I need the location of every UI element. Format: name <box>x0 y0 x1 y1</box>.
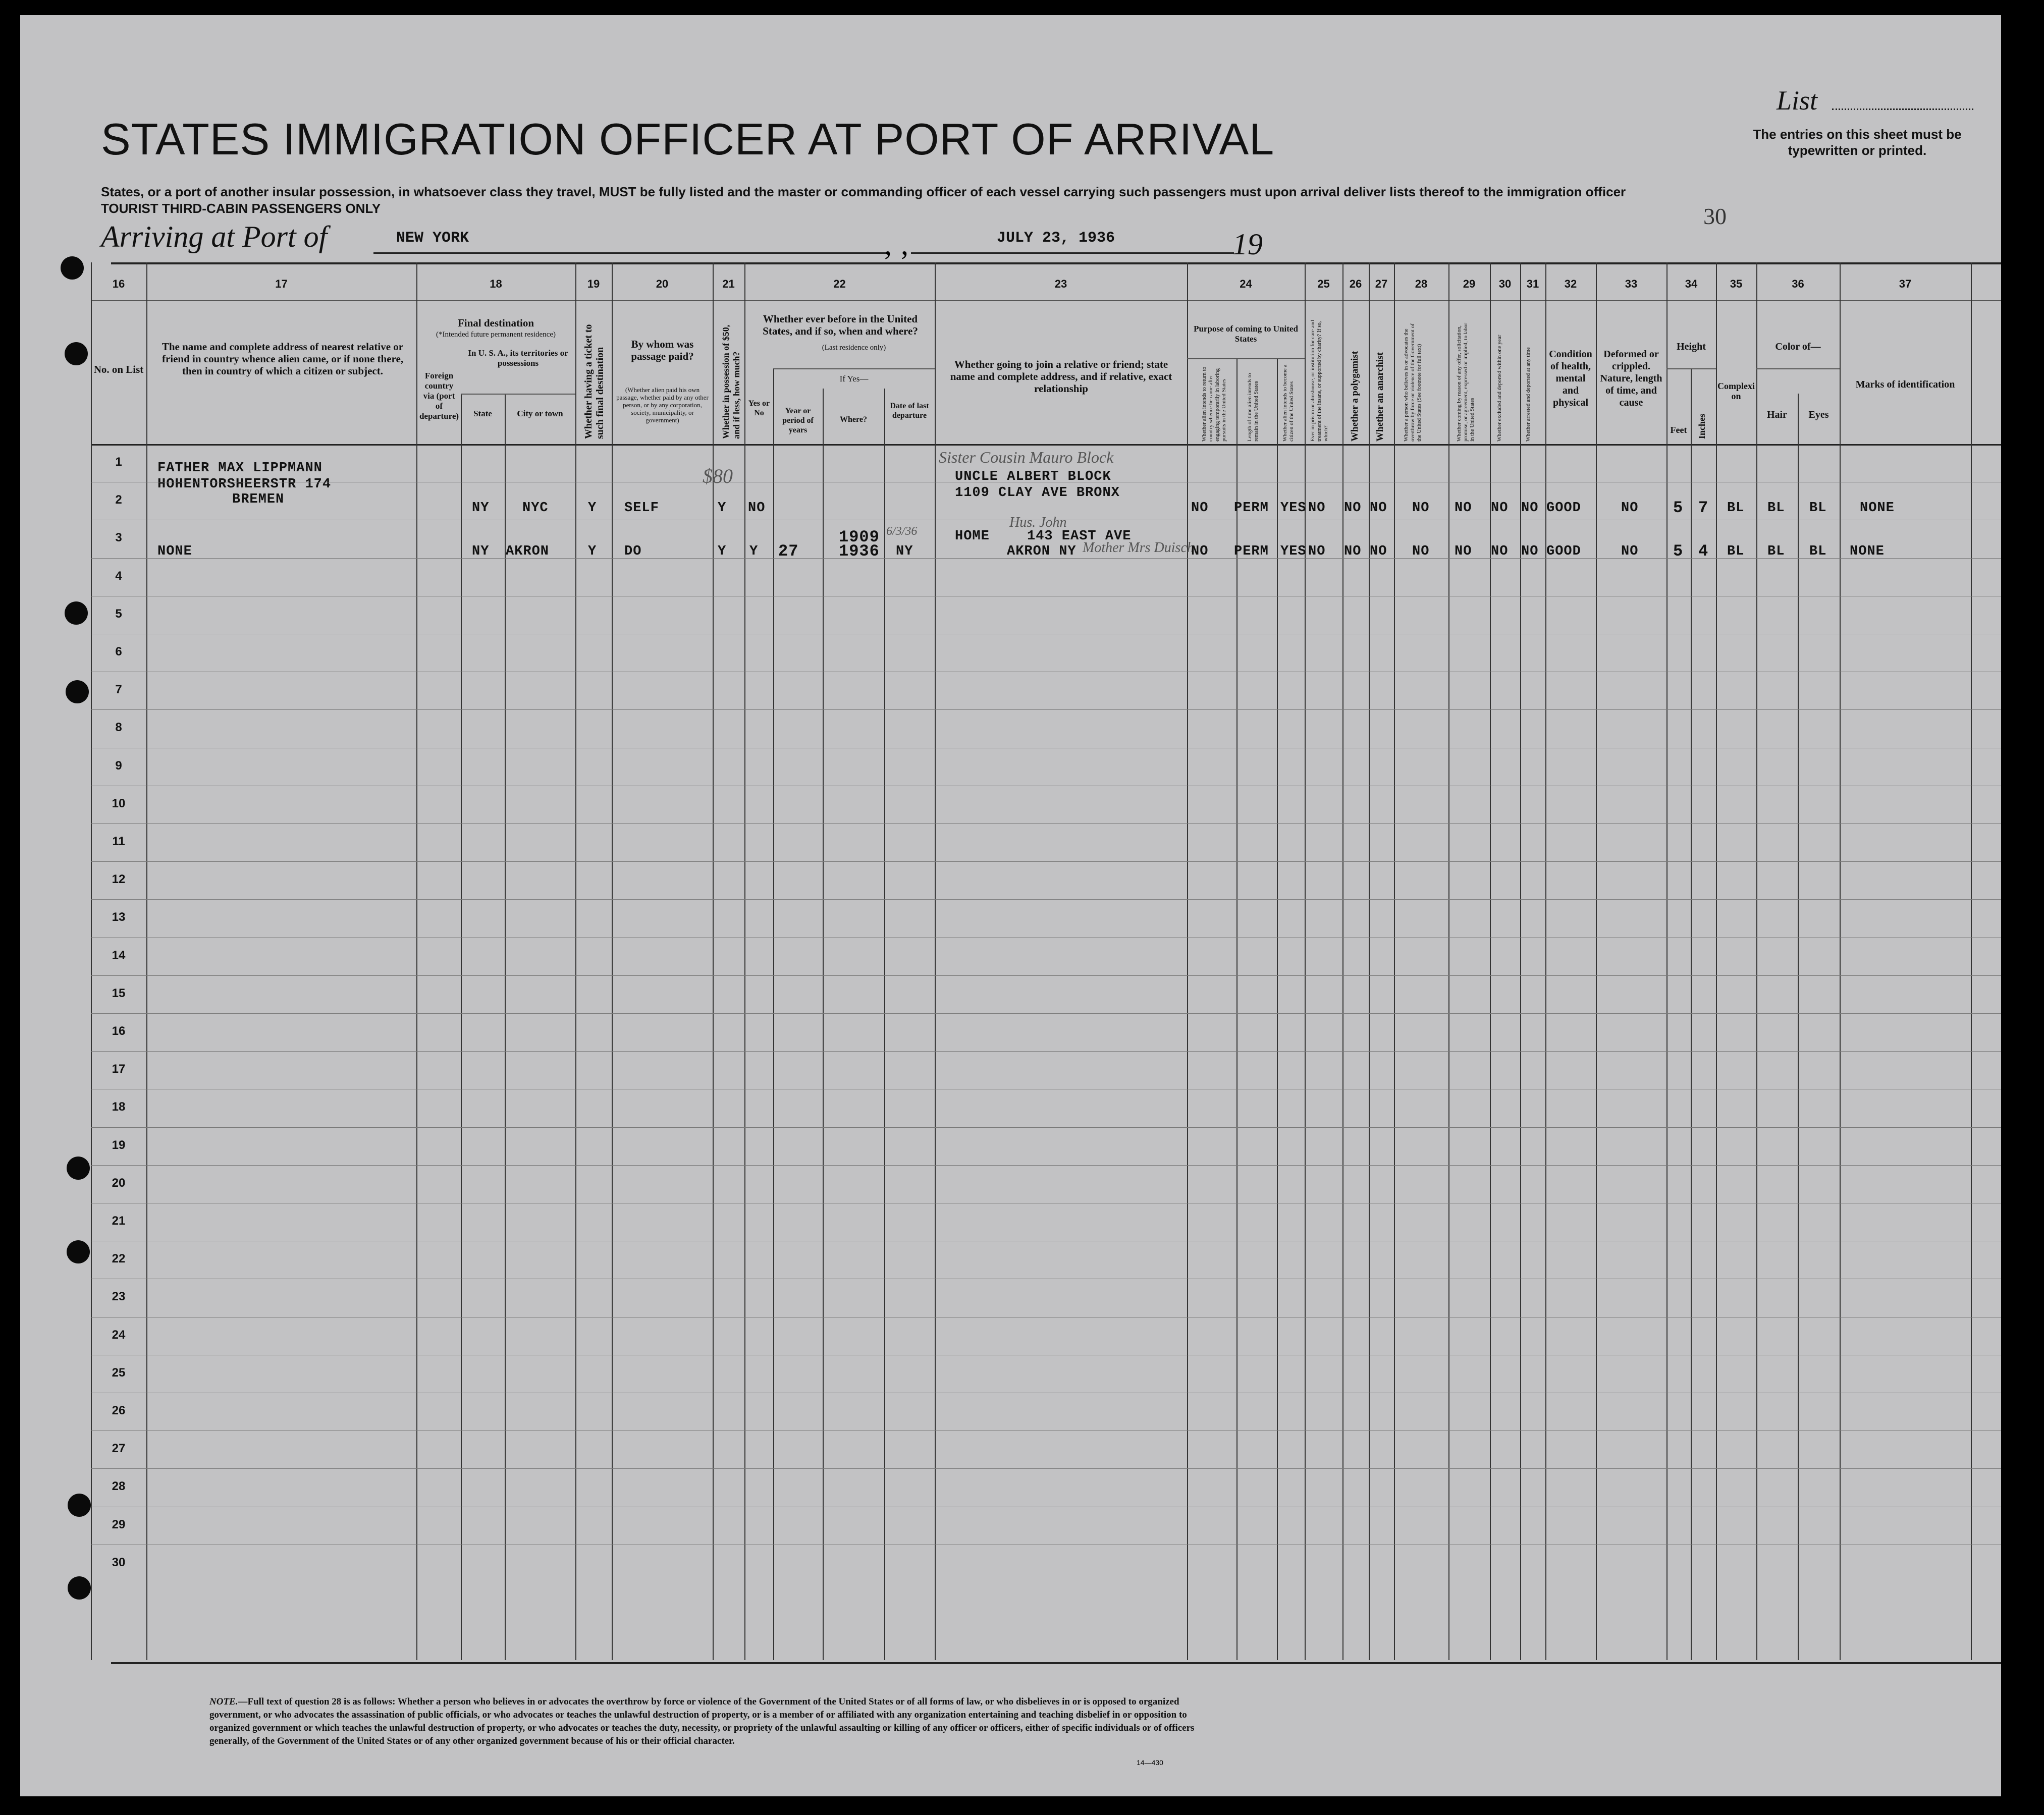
binder-hole <box>67 1240 90 1263</box>
row1-eyes: BL <box>1809 501 1827 516</box>
row-number: 1 <box>115 455 122 469</box>
column-number: 26 <box>1349 278 1362 290</box>
row-number: 2 <box>115 493 122 507</box>
binder-hole <box>61 256 84 280</box>
row1-purpose-citizen: YES <box>1280 501 1307 516</box>
row2-hair: BL <box>1767 544 1785 559</box>
row1-relative-line2: HOHENTORSHEERSTR 174 <box>157 477 332 492</box>
row2-q25: NO <box>1308 544 1326 559</box>
header-purpose-return: Whether alien intends to return to country whence he came after engaging temporarily in laboring pursuits in the United States <box>1201 366 1227 442</box>
handwritten-number: 30 <box>1703 203 1727 229</box>
header-bottom-divider <box>91 444 2001 446</box>
column-divider <box>1520 262 1521 1660</box>
subheader-rule <box>773 368 935 369</box>
header-date-departure: Date of last departure <box>890 402 929 420</box>
row2-relative-line1: NONE <box>157 544 192 559</box>
row2-join-line1: HOME <box>955 529 990 544</box>
row1-join-handwritten: Sister Cousin Mauro Block <box>939 448 1114 466</box>
header-foreign-country: Foreign country via (port of departure) <box>419 371 459 421</box>
column-number: 33 <box>1625 278 1638 290</box>
binder-hole <box>68 1494 91 1517</box>
row-divider <box>91 975 2001 976</box>
column-number: 27 <box>1375 278 1388 290</box>
header-by-whom-note: (Whether alien paid his own passage, whether paid by any other person, or by any corporation, society, municipality, or government) <box>616 386 709 424</box>
header-hair: Hair <box>1767 409 1787 420</box>
row-number: 14 <box>112 948 126 962</box>
header-year-period: Year or period of years <box>782 407 814 434</box>
column-number: 30 <box>1498 278 1512 290</box>
row-divider <box>91 1468 2001 1469</box>
column-number: 34 <box>1685 278 1698 290</box>
column-number: 37 <box>1899 278 1912 290</box>
row2-q26: NO <box>1344 544 1362 559</box>
binder-hole <box>68 1576 91 1600</box>
column-divider <box>1448 262 1449 1660</box>
row2-where-line2: 1936 <box>839 542 880 561</box>
column-divider <box>935 262 936 1660</box>
column-divider <box>1394 262 1395 1660</box>
column-number: 35 <box>1730 278 1743 290</box>
subheader-rule <box>1666 368 1716 369</box>
column-number: 25 <box>1317 278 1330 290</box>
header-final-destination: Final destination <box>457 317 534 329</box>
port-underline <box>373 252 888 254</box>
header-prison: Ever in prison or almshouse, or institution for care and treatment of the insane, or supported by charity? If so, which? <box>1310 320 1329 442</box>
row-number: 17 <box>112 1062 126 1076</box>
row-number: 22 <box>112 1252 126 1266</box>
header-possession-50: Whether in possession of $50, and if less, how much? <box>721 324 741 439</box>
row1-marks: NONE <box>1860 501 1895 516</box>
column-divider <box>1305 262 1306 1660</box>
row-number: 20 <box>112 1176 126 1190</box>
arrival-date: JULY 23, 1936 <box>997 230 1115 247</box>
column-divider <box>1277 358 1278 1660</box>
row2-paid-by: DO <box>624 544 642 559</box>
row1-condition: GOOD <box>1546 501 1581 516</box>
row1-join-line2: 1109 CLAY AVE BRONX <box>955 485 1120 501</box>
column-divider <box>1187 262 1188 1660</box>
row2-condition: GOOD <box>1546 544 1581 559</box>
column-divider <box>1756 262 1757 1660</box>
row1-q31: NO <box>1521 501 1539 516</box>
column-divider <box>1840 262 1841 1660</box>
row2-deformed: NO <box>1621 544 1639 559</box>
binder-hole <box>66 680 89 703</box>
row2-feet: 5 <box>1673 542 1684 561</box>
header-subtitle: States, or a port of another insular possession, in whatsoever class they travel, MUST be fully listed and the master or commanding officer of each vessel carrying such passengers must upon arrival deliver lists thereof to the immigration officer <box>101 184 1626 199</box>
column-number: 36 <box>1792 278 1804 290</box>
column-divider <box>1369 262 1370 1660</box>
header-q30: Whether excluded and deported within one year <box>1496 335 1502 442</box>
list-number-line <box>1832 108 1973 110</box>
header-final-destination-note: (*Intended future permanent residence) <box>436 331 556 339</box>
row-number: 24 <box>112 1328 126 1342</box>
row-number: 23 <box>112 1290 126 1304</box>
header-yes-or-no: Yes or No <box>748 399 770 417</box>
row2-money: Y <box>718 544 727 559</box>
row-number: 21 <box>112 1214 126 1228</box>
row1-purpose-length: PERM <box>1234 501 1269 516</box>
manifest-sheet <box>20 15 2001 1796</box>
row2-q28: NO <box>1412 544 1430 559</box>
row2-departure: NY <box>896 544 913 559</box>
header-last-residence: (Last residence only) <box>822 344 886 352</box>
row2-join-line2: AKRON NY <box>1007 544 1077 559</box>
column-divider <box>461 394 462 1660</box>
row-number: 3 <box>115 531 122 545</box>
column-number: 18 <box>490 278 502 290</box>
header-if-yes: If Yes— <box>839 374 869 383</box>
row-number: 5 <box>115 607 122 621</box>
header-in-usa: In U. S. A., its territories or possessions <box>468 348 568 368</box>
arriving-label: Arriving at Port of <box>101 220 328 253</box>
header-purpose-length: Length of time alien intends to remain in the United States <box>1247 373 1259 442</box>
row2-purpose-length: PERM <box>1234 544 1269 559</box>
column-divider <box>1545 262 1546 1660</box>
row1-q27: NO <box>1370 501 1387 516</box>
typed-note: The entries on this sheet must be typewritten or printed. <box>1753 127 1962 158</box>
row2-q27: NO <box>1370 544 1387 559</box>
row2-where-line1: 1909 <box>839 528 880 546</box>
row2-join-handwritten-2: Mother Mrs Duisch <box>1083 540 1194 556</box>
header-purpose: Purpose of coming to United States <box>1194 324 1298 344</box>
port-value: NEW YORK <box>396 230 469 247</box>
column-number: 32 <box>1564 278 1577 290</box>
column-number: 24 <box>1240 278 1252 290</box>
column-divider <box>823 389 824 1660</box>
header-no-on-list: No. on List <box>93 363 144 375</box>
header-q29: Whether coming by reason of any offer, solicitation, promise, or agreement, expressed or implied, to labor in the United States <box>1456 322 1475 442</box>
row1-purpose-return: NO <box>1191 501 1209 516</box>
row-number: 26 <box>112 1404 126 1417</box>
row1-feet: 5 <box>1673 499 1684 517</box>
row-divider <box>91 1013 2001 1014</box>
date-underline <box>911 252 1234 254</box>
column-divider <box>1691 368 1692 1660</box>
row1-city: NYC <box>522 501 549 516</box>
row2-complexion: BL <box>1727 544 1745 559</box>
header-complexion: Complexion <box>1717 381 1755 401</box>
row-divider <box>91 1165 2001 1166</box>
row2-q31: NO <box>1521 544 1539 559</box>
header-ticket: Whether having a ticket to such final destination <box>583 324 606 439</box>
row-divider <box>91 861 2001 862</box>
column-divider <box>773 368 774 1660</box>
header-height: Height <box>1677 341 1706 352</box>
row1-relative-line1: FATHER MAX LIPPMANN <box>157 461 322 476</box>
row-divider <box>91 823 2001 824</box>
column-divider <box>1342 262 1343 1660</box>
header-color-of: Color of— <box>1775 341 1821 352</box>
column-number: 20 <box>656 278 669 290</box>
column-number: 28 <box>1415 278 1428 290</box>
row2-purpose-citizen: YES <box>1280 544 1307 559</box>
row-divider <box>91 558 2001 559</box>
header-going-to-join: Whether going to join a relative or friend; state name and complete address, and if relative, exact relationship <box>950 358 1172 395</box>
row2-join-handwritten: Hus. John <box>1009 515 1067 530</box>
row1-relative-line3: BREMEN <box>232 492 285 507</box>
binder-hole <box>65 342 88 365</box>
column-number: 16 <box>112 278 125 290</box>
form-code: 14—430 <box>1137 1758 1163 1767</box>
footnote-text: Full text of question 28 is as follows: Whether a person who believes in or advocates the overthrow by force or violence of the Government of the United States or of all forms of law, or who disbelieves in or is opposed to organized government, or who advocates the assassination of public officials, or who advocates or teaches the unlawful destruction of property, or is a member of or affiliated with any organization entertaining and teaching disbelief in or opposition to organized government or which teaches the unlawful destruction of property, or who advocates or teaches the duty, necessity, or propriety of the unlawful assaulting or killing of any officer or officers, either of specific individuals or of officers generally, of the Government of the United States or of any other organized government because of his or their official character. <box>209 1696 1195 1746</box>
column-divider <box>612 262 613 1660</box>
column-number: 22 <box>833 278 846 290</box>
row1-state: NY <box>472 501 490 516</box>
row-number: 25 <box>112 1365 126 1380</box>
footnote <box>209 1695 1219 1748</box>
header-eyes: Eyes <box>1808 409 1829 420</box>
row1-paid-by: SELF <box>624 501 659 516</box>
row2-state: NY <box>472 544 490 559</box>
row2-years: 27 <box>778 542 799 561</box>
row1-q30: NO <box>1491 501 1509 516</box>
row1-money-note: $80 <box>703 465 733 487</box>
row-number: 29 <box>112 1517 126 1531</box>
colnum-divider <box>91 300 2001 301</box>
row-divider <box>91 899 2001 900</box>
class-line: TOURIST THIRD-CABIN PASSENGERS ONLY <box>101 201 381 216</box>
row2-ever-before: Y <box>749 544 759 559</box>
row2-q29: NO <box>1455 544 1472 559</box>
row2-departure-handwritten: 6/3/36 <box>886 525 918 538</box>
list-label: List <box>1777 85 1818 116</box>
row1-money: Y <box>718 501 727 516</box>
header-deformed: Deformed or crippled. Nature, length of time, and cause <box>1600 349 1662 408</box>
row1-hair: BL <box>1767 501 1785 516</box>
header-condition: Condition of health, mental and physical <box>1549 349 1592 408</box>
column-divider <box>1596 262 1597 1660</box>
header-purpose-citizen: Whether alien intends to become a citizen of the United States <box>1282 364 1295 442</box>
header-nearest-relative: The name and complete address of nearest relative or friend in country whence alien came, or if none there, then in country of which a citizen or subject. <box>162 341 404 377</box>
header-anarchist: Whether an anarchist <box>1375 352 1385 442</box>
row-number: 27 <box>112 1442 126 1456</box>
column-number: 19 <box>587 278 600 290</box>
row-number: 4 <box>115 569 122 583</box>
row1-q29: NO <box>1455 501 1472 516</box>
row-number: 7 <box>115 683 122 697</box>
row-number: 10 <box>112 796 126 810</box>
header-by-whom: By whom was passage paid? <box>631 338 694 362</box>
column-divider <box>505 394 506 1660</box>
column-divider <box>1798 394 1799 1660</box>
column-divider <box>1666 262 1668 1660</box>
row-number: 8 <box>115 721 122 735</box>
row-number: 30 <box>112 1555 126 1569</box>
header-where: Where? <box>840 415 867 424</box>
row2-inches: 4 <box>1698 542 1709 561</box>
header-inches: Inches <box>1697 413 1707 439</box>
row1-q26: NO <box>1344 501 1362 516</box>
row2-city: AKRON <box>506 544 550 559</box>
row2-marks: NONE <box>1850 544 1885 559</box>
row2-eyes: BL <box>1809 544 1827 559</box>
column-number: 21 <box>722 278 735 290</box>
column-divider <box>1716 262 1717 1660</box>
column-divider <box>1490 262 1491 1660</box>
row2-join-line1b: 143 EAST AVE <box>1027 529 1132 544</box>
row-divider <box>91 1127 2001 1128</box>
column-divider <box>416 262 417 1660</box>
row-number: 11 <box>112 835 125 848</box>
row-number: 6 <box>115 645 122 658</box>
column-number: 23 <box>1054 278 1067 290</box>
row-number: 15 <box>112 986 126 1000</box>
row-number: 13 <box>112 910 126 924</box>
header-feet: Feet <box>1670 425 1687 435</box>
row1-join-line1: UNCLE ALBERT BLOCK <box>955 469 1111 484</box>
comma: , <box>901 228 908 261</box>
header-q28: Whether a person who believes in or advocates the overthrow by force or violence of the Government of the United States (See footnote for full text) <box>1403 323 1422 442</box>
header-marks: Marks of identification <box>1855 379 1955 390</box>
row2-q30: NO <box>1491 544 1509 559</box>
binder-hole <box>67 1157 90 1180</box>
column-number: 31 <box>1526 278 1539 290</box>
row2-purpose-return: NO <box>1191 544 1209 559</box>
header-city: City or town <box>517 409 563 418</box>
column-divider <box>744 262 745 1660</box>
row1-inches: 7 <box>1698 499 1709 517</box>
year-label: 19 <box>1232 228 1263 261</box>
column-number: 17 <box>275 278 288 290</box>
row-number: 9 <box>115 758 122 773</box>
row1-deformed: NO <box>1621 501 1639 516</box>
column-divider <box>884 389 885 1660</box>
row1-q25: NO <box>1308 501 1326 516</box>
row2-ticket: Y <box>588 544 597 559</box>
subheader-rule <box>1187 358 1305 359</box>
comma: , <box>884 228 892 261</box>
subheader-rule <box>461 394 575 395</box>
column-number: 29 <box>1463 278 1476 290</box>
row1-ever-before: NO <box>748 501 766 516</box>
row1-q28: NO <box>1412 501 1430 516</box>
column-divider <box>575 262 576 1660</box>
row-number: 16 <box>112 1024 126 1038</box>
row-number: 28 <box>112 1479 126 1494</box>
column-divider <box>1971 262 1972 1660</box>
row1-ticket: Y <box>588 501 597 516</box>
row-number: 12 <box>112 872 126 887</box>
header-ever-before: Whether ever before in the United States, and if so, when and where? <box>763 313 918 337</box>
row-divider <box>91 1051 2001 1052</box>
page-title: STATES IMMIGRATION OFFICER AT PORT OF ARRIVAL <box>101 114 1275 164</box>
row1-complexion: BL <box>1727 501 1745 516</box>
header-q31: Whether arrested and deported at any time <box>1525 347 1531 442</box>
subheader-rule <box>1756 368 1840 369</box>
header-state: State <box>473 409 492 418</box>
header-polygamist: Whether a polygamist <box>1350 351 1360 442</box>
footnote-label: NOTE.— <box>209 1696 248 1707</box>
row-divider <box>91 709 2001 710</box>
row-number: 19 <box>112 1138 126 1152</box>
row-number: 18 <box>112 1100 126 1114</box>
column-divider <box>146 262 147 1660</box>
binder-hole <box>65 601 88 625</box>
